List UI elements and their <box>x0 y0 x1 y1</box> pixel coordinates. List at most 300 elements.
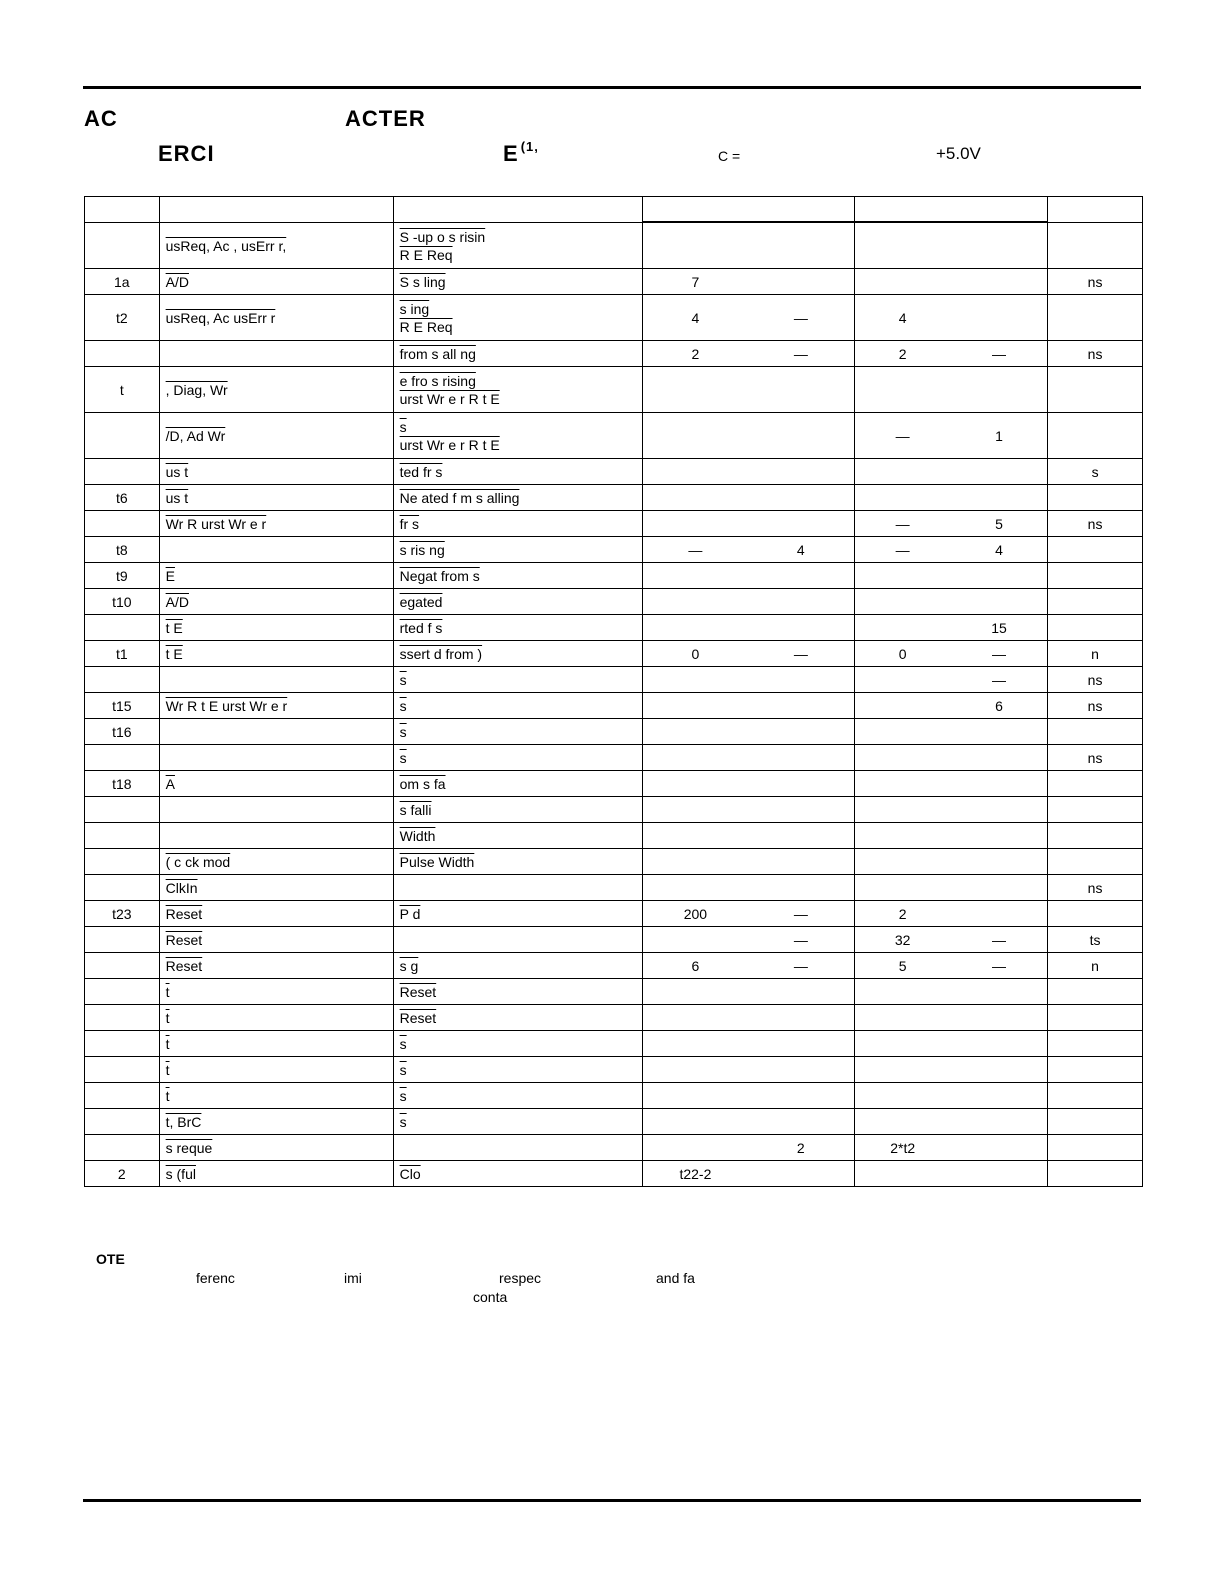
description-line: s ris ng <box>399 541 445 558</box>
table-row <box>85 667 1143 693</box>
max2-value <box>951 906 1047 922</box>
note-fragment-2: imi <box>344 1270 362 1286</box>
signal-name-cell <box>159 927 393 953</box>
speed-grade-2-cell <box>854 823 1048 849</box>
speed-grade-2-cell <box>854 537 1048 563</box>
param-number-text: t10 <box>112 593 132 610</box>
description-cell <box>393 1083 642 1109</box>
signal-name-text: ( c ck mod <box>165 853 231 870</box>
param-number-cell <box>85 295 160 341</box>
param-number-cell <box>85 367 160 413</box>
description-line: from s all ng <box>399 345 476 362</box>
description-line: urst Wr e r R t E <box>399 436 500 453</box>
signal-name-text: /D, Ad Wr <box>165 427 226 444</box>
units-cell <box>1048 719 1143 745</box>
table-row <box>85 223 1143 269</box>
param-number-cell <box>85 1057 160 1083</box>
param-number-cell <box>85 1031 160 1057</box>
signal-name-cell <box>159 367 393 413</box>
units-cell <box>1048 459 1143 485</box>
signal-name-text: $\overline{E}$ <box>165 567 175 584</box>
min2-value <box>855 672 951 688</box>
param-number-cell <box>85 797 160 823</box>
max2-value: 5 <box>995 515 1003 532</box>
param-number-cell <box>85 223 160 269</box>
min2-value: 32 <box>894 931 911 948</box>
param-number-text: t15 <box>112 697 132 714</box>
description-cell <box>393 341 642 367</box>
table-row <box>85 1161 1143 1187</box>
table-row <box>85 719 1143 745</box>
speed-grade-1-cell <box>642 1109 854 1135</box>
min2-value: 2 <box>898 345 907 362</box>
speed-grade-1-cell <box>642 953 854 979</box>
param-number-cell <box>85 413 160 459</box>
units-text: n <box>1091 957 1099 974</box>
units-cell <box>1048 771 1143 797</box>
speed-grade-2-cell <box>854 693 1048 719</box>
units-text: ns <box>1087 273 1103 290</box>
units-cell <box>1048 511 1143 537</box>
speed-grade-1-cell <box>642 1057 854 1083</box>
param-number-cell <box>85 1135 160 1161</box>
table-row <box>85 901 1143 927</box>
units-cell <box>1048 295 1143 341</box>
units-cell <box>1048 667 1143 693</box>
description-line: $\overline{s}$ <box>399 723 407 740</box>
signal-name-text: $\overline{t}$ <box>165 983 170 1000</box>
min1-value: 4 <box>691 309 700 326</box>
signal-name-cell <box>159 823 393 849</box>
signal-name-cell <box>159 693 393 719</box>
description-line: $\overline{s}$ <box>399 1061 407 1078</box>
max1-value: — <box>793 645 808 662</box>
signal-name-cell <box>159 719 393 745</box>
speed-grade-2-cell <box>854 745 1048 771</box>
speed-grade-2-cell <box>854 901 1048 927</box>
speed-grade-1-cell <box>642 693 854 719</box>
param-number-text: t18 <box>112 775 132 792</box>
min1-value <box>643 1140 748 1156</box>
speed-grade-2-cell <box>854 589 1048 615</box>
speed-grade-2-cell <box>854 927 1048 953</box>
signal-name-text: Reset <box>165 931 203 948</box>
header-subtitle-part-2 <box>503 141 539 167</box>
param-number-cell <box>85 1109 160 1135</box>
param-number-text: t9 <box>115 567 128 584</box>
max2-value: — <box>992 671 1006 688</box>
param-number-text: 2 <box>117 1165 126 1182</box>
speed-grade-2-cell <box>854 1135 1048 1161</box>
min2-value: 2 <box>898 905 907 922</box>
speed-grade-1-cell <box>642 615 854 641</box>
speed-grade-2-cell <box>854 1031 1048 1057</box>
table-row <box>85 797 1143 823</box>
param-number-cell <box>85 849 160 875</box>
bottom-rule <box>83 1499 1141 1502</box>
table-row <box>85 511 1143 537</box>
signal-name-cell <box>159 1005 393 1031</box>
speed-grade-2-cell <box>854 511 1048 537</box>
signal-name-cell <box>159 875 393 901</box>
signal-name-cell <box>159 485 393 511</box>
description-line: e fro s rising <box>399 372 476 389</box>
speed-grade-2-cell <box>854 875 1048 901</box>
note-fragment-1: ferenc <box>196 1270 235 1286</box>
signal-name-cell <box>159 745 393 771</box>
param-number-text: t <box>119 381 124 398</box>
max1-value <box>748 1166 853 1182</box>
speed-grade-1-cell <box>642 901 854 927</box>
speed-grade-1-cell <box>642 927 854 953</box>
param-number-text: t6 <box>115 489 128 506</box>
description-line: $\overline{s}$ <box>399 418 407 435</box>
speed-grade-2-cell <box>854 341 1048 367</box>
speed-grade-2-cell <box>854 1005 1048 1031</box>
signal-name-text: $\overline{t}$ <box>165 1087 170 1104</box>
table-row <box>85 641 1143 667</box>
signal-name-cell <box>159 563 393 589</box>
speed-grade-1-cell <box>642 641 854 667</box>
max2-value: — <box>992 645 1006 662</box>
max1-value: 2 <box>796 1139 805 1156</box>
units-cell <box>1048 223 1143 269</box>
param-number-cell <box>85 563 160 589</box>
units-cell <box>1048 485 1143 511</box>
min1-value: — <box>688 541 703 558</box>
speed-grade-2-cell <box>854 485 1048 511</box>
timing-table-body <box>85 197 1143 1187</box>
signal-name-cell <box>159 615 393 641</box>
param-number-cell <box>85 537 160 563</box>
description-line: s g <box>399 957 419 974</box>
description-cell <box>393 745 642 771</box>
units-cell <box>1048 341 1143 367</box>
speed-grade-2-cell <box>854 979 1048 1005</box>
description-line: Reset <box>399 983 437 1000</box>
max2-value: — <box>992 345 1006 362</box>
description-cell <box>393 797 642 823</box>
signal-name-cell <box>159 979 393 1005</box>
units-cell <box>1048 953 1143 979</box>
signal-name-text: t, BrC <box>165 1113 202 1130</box>
signal-name-text: usReq, Ac usErr r <box>165 309 276 326</box>
speed-grade-1-cell <box>642 1161 854 1187</box>
signal-name-text: t E <box>165 619 183 636</box>
signal-name-cell <box>159 1031 393 1057</box>
min1-value: 7 <box>691 273 700 290</box>
units-cell <box>1048 589 1143 615</box>
table-row <box>85 927 1143 953</box>
signal-name-text: Reset <box>165 905 203 922</box>
min1-value: 0 <box>691 645 700 662</box>
param-number-cell <box>85 269 160 295</box>
description-line: $\overline{s}$ <box>399 749 407 766</box>
signal-name-text: usReq, Ac , usErr r, <box>165 237 287 254</box>
description-line: $\overline{s}$ <box>399 1035 407 1052</box>
table-row <box>85 693 1143 719</box>
signal-name-text: us t <box>165 489 189 506</box>
signal-name-text: $\overline{t}$ <box>165 1061 170 1078</box>
param-number-cell <box>85 1083 160 1109</box>
min1-value <box>643 932 748 948</box>
units-cell <box>1048 927 1143 953</box>
description-cell <box>393 563 642 589</box>
signal-name-cell <box>159 413 393 459</box>
speed-grade-1-cell <box>642 537 854 563</box>
table-row <box>85 1109 1143 1135</box>
units-text: ns <box>1087 671 1103 688</box>
units-cell <box>1048 875 1143 901</box>
description-cell <box>393 771 642 797</box>
speed-grade-1-cell <box>642 1135 854 1161</box>
description-line: $\overline{s}$ <box>399 1087 407 1104</box>
speed-grade-2-cell <box>854 1109 1048 1135</box>
speed-grade-2-cell <box>854 719 1048 745</box>
description-line: S -up o s risin <box>399 228 486 245</box>
speed-grade-2-cell <box>854 797 1048 823</box>
speed-grade-2-cell <box>854 1161 1048 1187</box>
units-text: s <box>1091 463 1099 480</box>
speed-grade-1-cell <box>642 797 854 823</box>
param-number-cell <box>85 341 160 367</box>
table-row <box>85 413 1143 459</box>
table-row <box>85 745 1143 771</box>
description-cell <box>393 719 642 745</box>
table-row <box>85 563 1143 589</box>
signal-name-cell <box>159 667 393 693</box>
speed-grade-1-cell <box>642 341 854 367</box>
units-cell <box>1048 849 1143 875</box>
units-cell <box>1048 413 1143 459</box>
description-line: S s ling <box>399 273 446 290</box>
min1-value: t22-2 <box>679 1165 712 1182</box>
table-header-row <box>85 197 1143 223</box>
max2-value: 4 <box>995 541 1003 558</box>
description-line: ssert d from ) <box>399 645 483 662</box>
signal-name-cell <box>159 537 393 563</box>
header-subtitle-part-1: ERCI <box>158 141 215 166</box>
vcc-label: C = <box>718 148 741 164</box>
speed-grade-2-cell <box>854 1057 1048 1083</box>
signal-name-text: $\overline{t}$ <box>165 1035 170 1052</box>
signal-name-text: A/D <box>165 593 189 610</box>
note-fragment-3: respec <box>499 1270 542 1286</box>
description-cell <box>393 849 642 875</box>
units-cell <box>1048 641 1143 667</box>
param-number-text: t1 <box>115 645 128 662</box>
description-line: fr s <box>399 515 420 532</box>
description-line: Ne ated f m s alling <box>399 489 520 506</box>
param-number-text: t8 <box>115 541 128 558</box>
signal-name-cell <box>159 1135 393 1161</box>
timing-table <box>84 196 1143 1187</box>
speed-grade-2-cell <box>854 269 1048 295</box>
units-text: ns <box>1087 515 1103 532</box>
param-number-cell <box>85 771 160 797</box>
description-line: rted f s <box>399 619 443 636</box>
units-cell <box>1048 1083 1143 1109</box>
speed-grade-2-cell <box>854 953 1048 979</box>
table-row <box>85 341 1143 367</box>
units-cell <box>1048 269 1143 295</box>
signal-name-text: $\overline{A}$ <box>165 775 175 792</box>
units-cell <box>1048 1005 1143 1031</box>
units-cell <box>1048 901 1143 927</box>
description-cell <box>393 927 642 953</box>
min1-value: 6 <box>691 957 700 974</box>
units-cell <box>1048 693 1143 719</box>
description-line: om s fa <box>399 775 446 792</box>
signal-name-cell <box>159 953 393 979</box>
units-cell <box>1048 537 1143 563</box>
param-number-cell <box>85 641 160 667</box>
units-text: ts <box>1089 931 1101 948</box>
description-line: $\overline{s}$ <box>399 671 407 688</box>
signal-name-cell <box>159 341 393 367</box>
description-cell <box>393 693 642 719</box>
speed-grade-1-cell <box>642 367 854 413</box>
notes-title: OTE <box>96 1251 125 1267</box>
units-cell <box>1048 563 1143 589</box>
param-number-cell <box>85 459 160 485</box>
signal-name-cell <box>159 1083 393 1109</box>
description-cell <box>393 269 642 295</box>
min2-value: — <box>895 515 910 532</box>
description-cell <box>393 1005 642 1031</box>
units-text: n <box>1091 645 1099 662</box>
param-number-text: 1a <box>114 273 130 290</box>
units-cell <box>1048 1135 1143 1161</box>
signal-name-cell <box>159 269 393 295</box>
min1-value: 2 <box>691 345 700 362</box>
speed-grade-1-cell <box>642 719 854 745</box>
table-row <box>85 1135 1143 1161</box>
max1-value <box>748 274 853 290</box>
speed-grade-2-cell <box>854 667 1048 693</box>
param-number-text: t23 <box>112 905 132 922</box>
description-cell <box>393 1057 642 1083</box>
description-cell <box>393 979 642 1005</box>
table-row <box>85 1005 1143 1031</box>
description-cell <box>393 367 642 413</box>
description-line: Reset <box>399 1009 437 1026</box>
param-number-text: t2 <box>115 309 128 326</box>
speed-grade-1-cell <box>642 667 854 693</box>
param-number-cell <box>85 615 160 641</box>
description-cell <box>393 1135 642 1161</box>
speed-grade-2-cell <box>854 615 1048 641</box>
max2-value: 1 <box>995 427 1003 444</box>
max2-value <box>951 1140 1047 1156</box>
description-cell <box>393 589 642 615</box>
max2-value: 15 <box>991 619 1007 636</box>
description-line: $\overline{Clo}$ <box>399 1165 421 1182</box>
signal-name-cell <box>159 771 393 797</box>
description-cell <box>393 223 642 269</box>
description-cell <box>393 615 642 641</box>
units-text: ns <box>1087 345 1103 362</box>
description-cell <box>393 1161 642 1187</box>
speed-grade-1-cell <box>642 223 854 269</box>
signal-name-text: Reset <box>165 957 203 974</box>
header-cell-speed-1 <box>642 197 854 223</box>
speed-grade-2-cell <box>854 563 1048 589</box>
speed-grade-2-cell <box>854 367 1048 413</box>
table-row <box>85 537 1143 563</box>
header-cell-speed-2 <box>854 197 1048 223</box>
speed-grade-2-cell <box>854 1083 1048 1109</box>
speed-grade-1-cell <box>642 269 854 295</box>
header-title-part-1: AC <box>84 106 118 131</box>
description-cell <box>393 295 642 341</box>
signal-name-text: A/D <box>165 273 189 290</box>
description-line: $\overline{s}$ <box>399 1113 407 1130</box>
min2-value: — <box>895 541 910 558</box>
speed-grade-2-cell <box>854 459 1048 485</box>
max1-value: — <box>793 345 808 362</box>
speed-grade-1-cell <box>642 1005 854 1031</box>
speed-grade-1-cell <box>642 745 854 771</box>
param-number-cell <box>85 719 160 745</box>
description-cell <box>393 1031 642 1057</box>
description-cell <box>393 459 642 485</box>
min2-value <box>855 620 951 636</box>
units-text: ns <box>1087 879 1103 896</box>
units-cell <box>1048 1161 1143 1187</box>
table-row <box>85 367 1143 413</box>
units-text: ns <box>1087 697 1103 714</box>
signal-name-text: Wr R urst Wr e r <box>165 515 267 532</box>
max2-value: — <box>992 931 1006 948</box>
description-cell <box>393 537 642 563</box>
header-cell-signal <box>159 197 393 223</box>
param-number-cell <box>85 953 160 979</box>
param-number-cell <box>85 693 160 719</box>
speed-grade-1-cell <box>642 511 854 537</box>
vcc-value: +5.0V <box>936 144 981 163</box>
signal-name-text: s reque <box>165 1139 213 1156</box>
signal-name-cell <box>159 797 393 823</box>
description-line: s ing <box>399 300 430 317</box>
signal-name-cell <box>159 1161 393 1187</box>
signal-name-text: Wr R t E urst Wr e r <box>165 697 288 714</box>
speed-grade-1-cell <box>642 771 854 797</box>
units-cell <box>1048 1109 1143 1135</box>
header-cell-units <box>1048 197 1143 223</box>
signal-name-text: us t <box>165 463 189 480</box>
min2-value: 0 <box>898 645 907 662</box>
signal-name-text: s (ful <box>165 1165 196 1182</box>
speed-grade-1-cell <box>642 1083 854 1109</box>
table-row <box>85 771 1143 797</box>
units-cell <box>1048 615 1143 641</box>
speed-grade-2-cell <box>854 849 1048 875</box>
units-cell <box>1048 745 1143 771</box>
note-fragment-5: conta <box>473 1289 508 1305</box>
note-fragment-4: and fa <box>656 1270 695 1286</box>
speed-grade-1-cell <box>642 1031 854 1057</box>
signal-name-text: , Diag, Wr <box>165 381 228 398</box>
speed-grade-1-cell <box>642 295 854 341</box>
header-title-part-2: ACTER <box>345 106 426 131</box>
param-number-cell <box>85 823 160 849</box>
max1-value: 4 <box>796 541 805 558</box>
max1-value: — <box>793 309 808 326</box>
min2-value: — <box>895 427 910 444</box>
description-cell <box>393 641 642 667</box>
units-text: ns <box>1087 749 1103 766</box>
